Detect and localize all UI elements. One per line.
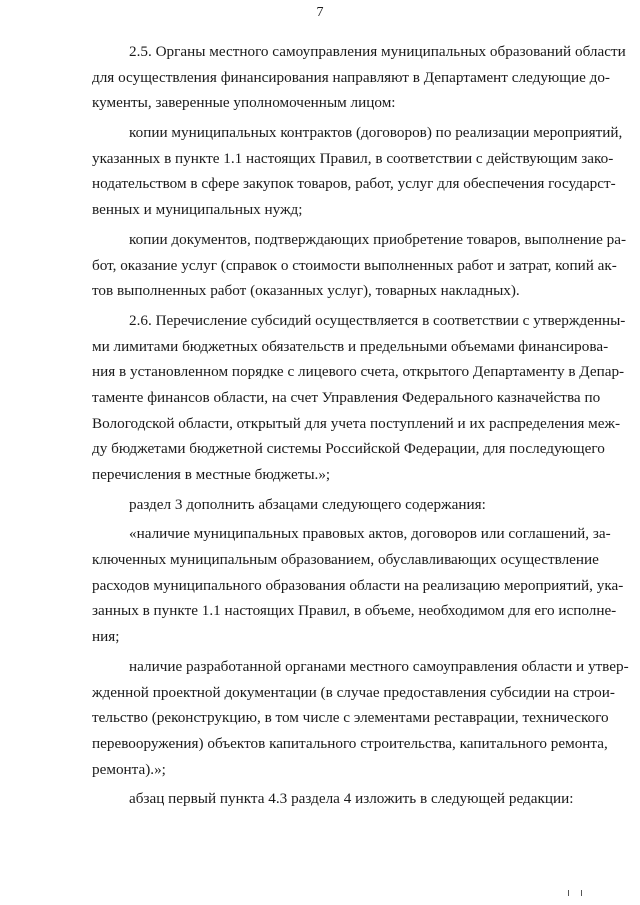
text-line: жденной проектной документации (в случае предоставления субсидии на строи-: [92, 683, 615, 701]
text-line: кументы, заверенные уполномоченным лицом:: [92, 94, 396, 112]
scan-mark-left: [568, 890, 569, 896]
text-line: «наличие муниципальных правовых актов, договоров или соглашений, за-: [129, 525, 611, 543]
text-line: Вологодской области, открытый для учета поступлений и их распределения меж-: [92, 414, 621, 432]
text-line: раздел 3 дополнить абзацами следующего содержания:: [129, 495, 486, 513]
text-line: 2.5. Органы местного самоуправления муниципальных образований области: [129, 43, 626, 60]
text-line: перевооружения) объектов капитального строительства, капитального ремонта,: [92, 734, 608, 752]
text-line: копии муниципальных контрактов (договоров) по реализации мероприятий,: [129, 124, 623, 142]
text-line: нодательством в сфере закупок товаров, работ, услуг для обеспечения государст-: [92, 175, 616, 193]
text-line: тов выполненных работ (оказанных услуг), товарных накладных).: [92, 282, 520, 300]
text-line: ключенных муниципальным образованием, обуславливающих осуществление: [92, 551, 599, 569]
text-line: абзац первый пункта 4.3 раздела 4 изложить в следующей редакции:: [129, 790, 574, 808]
text-line: указанных в пункте 1.1 настоящих Правил, в соответствии с действующим зако-: [92, 149, 614, 167]
text-line: наличие разработанной органами местного самоуправления области и утвер-: [129, 657, 629, 675]
text-line: 2.6. Перечисление субсидий осуществляется в соответствии с утвержденны-: [129, 311, 626, 329]
text-line: копии документов, подтверждающих приобретение товаров, выполнение ра-: [129, 230, 627, 248]
text-line: ремонта).»;: [92, 760, 166, 778]
text-line: для осуществления финансирования направляют в Департамент следующие до-: [92, 68, 610, 86]
text-line: ду бюджетами бюджетной системы Российской Федерации, для последующего: [92, 440, 605, 458]
text-line: таменте финансов области, на счет Управления Федерального казначейства по: [92, 388, 601, 406]
scan-mark-right: [581, 890, 582, 896]
text-line: перечисления в местные бюджеты.»;: [92, 466, 331, 483]
text-line: ния в установленном порядке с лицевого счета, открытого Департаменту в Депар-: [92, 363, 625, 381]
text-line: венных и муниципальных нужд;: [92, 201, 303, 219]
text-line: занных в пункте 1.1 настоящих Правил, в объеме, необходимом для его исполне-: [92, 602, 617, 620]
text-line: ния;: [92, 628, 120, 646]
text-line: тельство (реконструкцию, в том числе с элементами реставрации, технического: [92, 709, 609, 727]
text-line: бот, оказание услуг (справок о стоимости выполненных работ и затрат, копий ак-: [92, 256, 617, 274]
text-line: ми лимитами бюджетных обязательств и предельными объемами финансирова-: [92, 337, 609, 355]
text-line: расходов муниципального образования области на реализацию мероприятий, ука-: [92, 576, 624, 594]
page-number: 7: [316, 5, 324, 20]
document-body: [92, 39, 629, 812]
